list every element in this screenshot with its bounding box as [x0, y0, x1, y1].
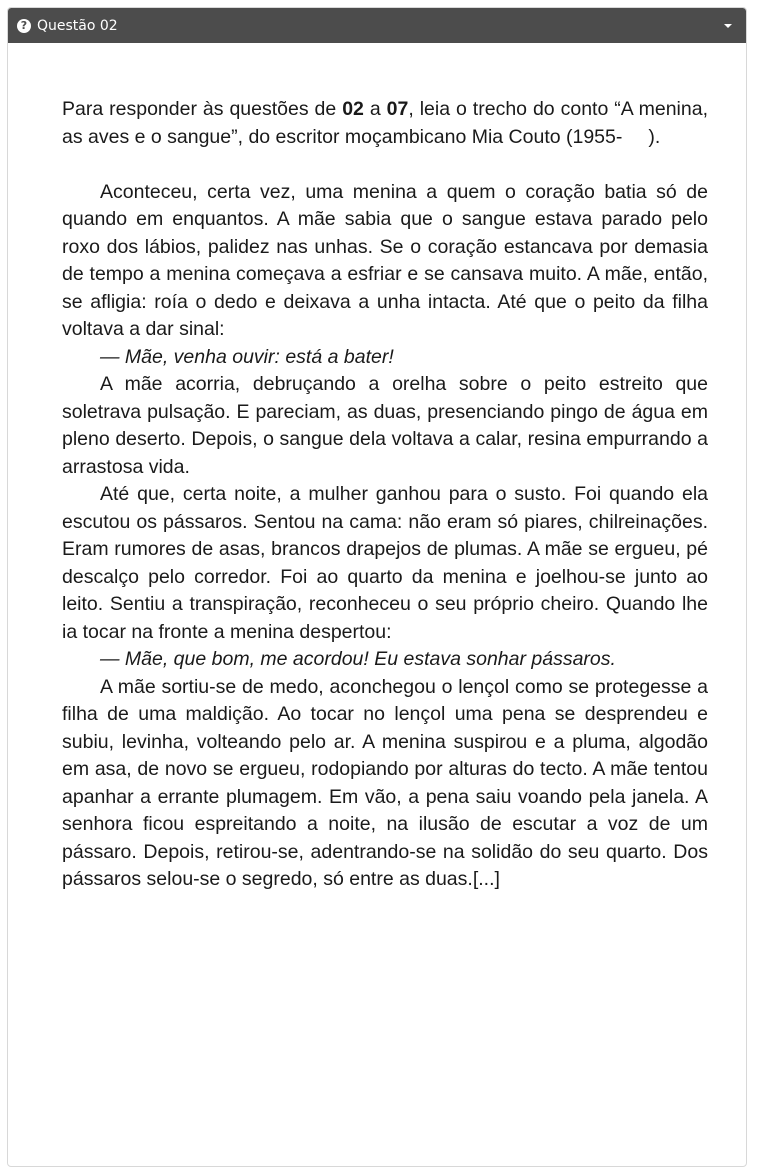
- paragraph: Aconteceu, certa vez, uma menina a quem o coração batia só de quando em enquantos. A mãe sabia que o sangue estava parado pelo roxo dos lábios, palidez nas unhas. Se o coração estancava por demasia de tempo a menina começava a esfriar e se cansava muito. A mãe, então, se afligia: roía o dedo e deixava a unha intacta. Até que o peito da filha voltava a dar sinal:: [62, 180, 708, 340]
- intro-part3: , leia o trecho do conto “A menina, as aves e o sangue”, do escritor moçambicano Mia Couto (1955-: [62, 98, 708, 148]
- question-content: [8, 43, 746, 894]
- intro-from: 02: [342, 98, 364, 120]
- intro-part2: a: [363, 98, 387, 120]
- panel-header[interactable]: [8, 8, 746, 43]
- caret-down-icon[interactable]: [724, 24, 732, 28]
- intro-part1: Para responder às questões de: [62, 98, 343, 120]
- panel-title: Questão 02: [37, 17, 118, 34]
- intro-to: 07: [386, 98, 409, 120]
- intro-text: [62, 96, 708, 151]
- dialog-line: — Mãe, que bom, me acordou! Eu estava sonhar pássaros.: [100, 648, 616, 670]
- paragraph: A mãe acorria, debruçando a orelha sobre o peito estreito que soletrava pulsação. E pareciam, as duas, presenciando pingo de água em pleno deserto. Depois, o sangue dela voltava a calar, resina empurrando a arrastosa vida.: [62, 373, 708, 478]
- question-circle-icon: ?: [17, 19, 31, 33]
- paragraph: Até que, certa noite, a mulher ganhou para o susto. Foi quando ela escutou os pássaros. Sentou na cama: não eram só piares, chilreinações. Eram rumores de asas, brancos drapejos de plumas. A mãe se ergueu, pé descalço pelo corredor. Foi ao quarto da menina e joelhou-se junto ao leito. Sentiu a transpiração, reconheceu o seu próprio cheiro. Quando lhe ia tocar na fronte a menina despertou:: [62, 483, 708, 643]
- paragraph: A mãe sortiu-se de medo, aconchegou o lençol como se protegesse a filha de uma maldição. Ao tocar no lençol uma pena se desprendeu e subiu, levinha, volteando pelo ar. A menina suspirou e a pluma, algodão em asa, de novo se ergueu, rodopiando por alturas do tecto. A mãe tentou apanhar a errante plumagem. Em vão, a pena saiu voando pela janela. A senhora ficou espreitando a noite, na ilusão de escutar a voz de um pássaro. Depois, retirou-se, adentrando-se na solidão do seu quarto. Dos pássaros selou-se o segredo, só entre as duas.[...]: [62, 675, 708, 890]
- dialog-line: — Mãe, venha ouvir: está a bater!: [100, 345, 394, 368]
- question-panel: [7, 7, 747, 1167]
- intro-part4: ).: [648, 125, 661, 148]
